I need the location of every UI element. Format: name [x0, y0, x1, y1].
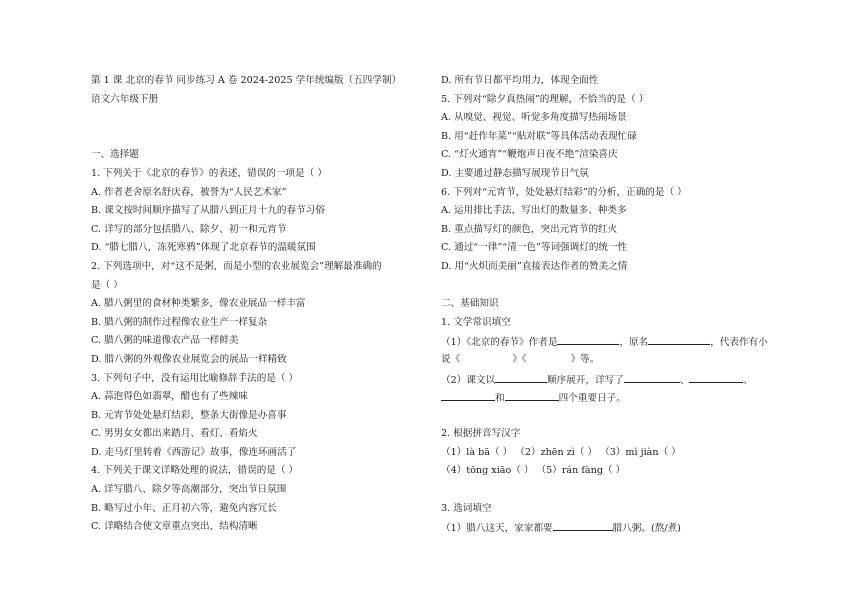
text-segment: 和 — [495, 393, 505, 405]
question-2-line-1: 2. 下列选项中，对“这不是粥，而是小型的农业展览会”理解最准确的 — [91, 260, 382, 272]
question-3: 3. 下列句子中，没有运用比喻修辞手法的是（ ） — [91, 372, 299, 384]
text-segment: 、 — [679, 374, 690, 386]
text-segment: 》等。 — [570, 353, 600, 365]
question-2-option-c: C. 腊八粥的味道像农产品一样鲜美 — [91, 335, 239, 347]
fill-blank-word-choice[interactable] — [553, 518, 613, 531]
question-2-option-b: B. 腊八粥的制作过程像农业生产一样复杂 — [91, 316, 268, 328]
fill-blank-author[interactable] — [557, 332, 619, 345]
text-segment: 顺序展开，详写了 — [547, 374, 624, 386]
text-segment: 、 — [743, 374, 754, 386]
text-segment: ，代表作有小 — [710, 337, 768, 349]
left-column — [91, 72, 436, 537]
question-6: 6. 下列对“元宵节，处处悬灯结彩”的分析，正确的是（ ） — [441, 186, 687, 198]
question-6-option-b: B. 重点描写灯的颜色，突出元宵节的红火 — [441, 223, 618, 235]
question-4-option-c: C. 详略结合使文章重点突出，结构清晰 — [91, 521, 258, 533]
document-title-line-2: 语文六年级下册 — [91, 93, 159, 105]
knowledge-1-line-1 — [441, 332, 781, 351]
knowledge-1-line-2 — [441, 351, 781, 370]
question-5-option-d: D. 主要通过静态描写展现节日气氛 — [441, 167, 589, 179]
question-1-option-b: B. 课文按时间顺序描写了从腊八到正月十九的春节习俗 — [91, 205, 325, 217]
question-3-option-c: C. 男男女女都出来踏月、看灯、看焰火 — [91, 428, 258, 440]
question-6-option-c: C. 通过“一律”“清一色”等词强调灯的统一性 — [441, 242, 628, 254]
fill-blank-day-1[interactable] — [624, 370, 680, 383]
knowledge-3-line-1 — [441, 518, 781, 537]
text-segment: 腊八粥。(熬/煮) — [612, 523, 681, 535]
question-6-option-a: A. 运用排比手法，写出灯的数量多、种类多 — [441, 205, 627, 217]
text-segment: （1）《北京的春节》作者是 — [441, 337, 558, 349]
pinyin-line-2: （4）tōng xiāo（ ） （5）rán fàng（ ） — [441, 465, 626, 477]
knowledge-1-title: 1. 文学常识填空 — [441, 316, 511, 328]
question-5-option-a: A. 从嗅觉、视觉、听觉多角度描写热闹场景 — [441, 112, 627, 124]
question-5-option-c: C. “灯火通宵”“鞭炮声日夜不绝”渲染喜庆 — [441, 149, 618, 161]
question-4-option-d: D. 所有节日都平均用力，体现全面性 — [441, 75, 599, 86]
question-3-option-a: A. 蒜泡得色如翡翠，醋也有了些辣味 — [91, 391, 248, 403]
section-heading-choice: 一、选择题 — [91, 149, 139, 161]
fill-blank-original-name[interactable] — [648, 332, 710, 345]
fill-blank-day-2[interactable] — [689, 370, 743, 383]
text-segment: ，原名 — [619, 337, 649, 349]
fill-blank-order[interactable] — [495, 370, 547, 383]
question-6-option-d: D. 用“火炽而美丽”直接表达作者的赞美之情 — [441, 260, 628, 272]
question-3-option-d: D. 走马灯里转着《西游记》故事，像连环画活了 — [91, 446, 297, 458]
question-3-option-b: B. 元宵节处处悬灯结彩，整条大街像是办喜事 — [91, 409, 287, 421]
text-segment: （1）腊八这天，家家都要 — [441, 523, 553, 535]
text-segment: 四个重要日子。 — [558, 393, 626, 405]
question-5: 5. 下列对“除夕真热闹”的理解，不恰当的是（ ） — [441, 93, 649, 105]
question-5-option-b: B. 用“赶作年菜”“贴对联”等具体活动表现忙碌 — [441, 130, 637, 142]
fill-blank-day-4[interactable] — [505, 388, 559, 401]
fill-blank-day-3[interactable] — [441, 388, 495, 401]
question-1-option-d: D. “腊七腊八，冻死寒鸦”体现了北京春节的温暖氛围 — [91, 242, 316, 254]
pinyin-line-1: （1）là bā（ ） （2）zhēn zì（ ） （3）mì jiàn（ ） — [441, 446, 681, 458]
knowledge-1-line-4 — [441, 388, 781, 407]
question-2-option-a: A. 腊八粥里的食材种类繁多，像农业展品一样丰富 — [91, 298, 306, 310]
knowledge-3-title: 3. 选词填空 — [441, 502, 492, 514]
question-4: 4. 下列关于课文详略处理的说法，错误的是（ ） — [91, 465, 299, 477]
question-1: 1. 下列关于《北京的春节》的表述，错误的一项是（ ） — [91, 167, 327, 179]
question-2-line-2: 是（ ） — [91, 279, 123, 291]
question-1-option-c: C. 详写的部分包括腊八、除夕、初一和元宵节 — [91, 223, 287, 235]
knowledge-2-title: 2. 根据拼音写汉字 — [441, 428, 521, 440]
question-1-option-a: A. 作者老舍原名舒庆春，被誉为“人民艺术家” — [91, 186, 287, 198]
text-segment: （2）课文以 — [441, 374, 496, 386]
knowledge-1-line-3 — [441, 370, 781, 389]
question-2-option-d: D. 腊八粥的外观像农业展览会的展品一样精致 — [91, 353, 287, 365]
text-segment: 说《 — [441, 353, 461, 365]
section-heading-basics: 二、基础知识 — [441, 298, 499, 310]
question-4-option-a: A. 详写腊八、除夕等高潮部分，突出节日氛围 — [91, 484, 287, 496]
text-segment: 》《 — [512, 353, 527, 365]
document-title-line-1: 第 1 课 北京的春节 同步练习 A 卷 2024-2025 学年统编版（五四学制） — [91, 75, 402, 86]
right-column — [441, 72, 781, 537]
question-4-option-b: B. 略写过小年、正月初六等，避免内容冗长 — [91, 502, 277, 514]
